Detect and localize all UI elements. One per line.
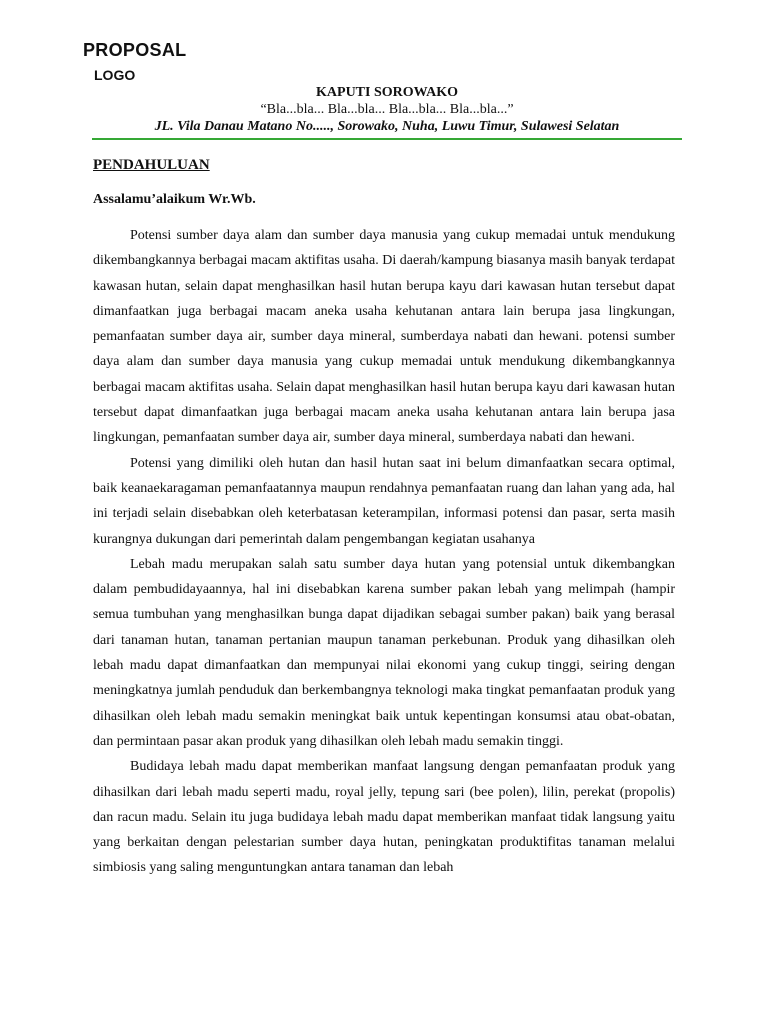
section-heading: PENDAHULUAN [93, 157, 210, 173]
logo-placeholder: LOGO [94, 67, 136, 83]
paragraph: Potensi yang dimiliki oleh hutan dan hasil hutan saat ini belum dimanfaatkan secara optimal, baik keanaekaragaman pemanfaatannya maupun rendahnya pemanfaatan ruang dan lahan yang ada, hal ini terjadi selain disebabkan oleh keterbatasan keterampilan, informasi potensi dan pasar, serta masih kurangnya dukungan dari pemerintah dalam pengembangan kegiatan usahanya [93, 455, 675, 547]
tagline: “Bla...bla... Bla...bla... Bla...bla... Bla...bla...” [260, 102, 514, 117]
proposal-label: PROPOSAL [83, 40, 187, 60]
paragraph: Lebah madu merupakan salah satu sumber daya hutan yang potensial untuk dikembangkan dalam pembudidayaannya, hal ini disebabkan karena sumber pakan lebah yang melimpah (hampir semua tumbuhan yang menghasilkan bunga dapat dijadikan sebagai sumber pakan) baik yang berasal dari tanaman hutan, tanaman pertanian maupun tanaman perkebunan. Produk yang dihasilkan oleh lebah madu dapat dimanfaatkan dan mempunyai nilai ekonomi yang cukup tinggi, seiring dengan meningkatnya jumlah penduduk dan berkembangnya teknologi maka tingkat pemanfaatan produk yang dihasilkan oleh lebah madu semakin meningkat baik untuk kepentingan konsumsi atau obat-obatan, dan permintaan pasar akan produk yang dihasilkan oleh lebah madu semakin tinggi. [93, 556, 675, 749]
organization-name: KAPUTI SOROWAKO [316, 85, 458, 100]
greeting: Assalamu’alaikum Wr.Wb. [93, 192, 256, 207]
letterhead [92, 84, 682, 136]
body-text [93, 223, 675, 881]
letterhead-divider [92, 138, 682, 140]
address-line: JL. Vila Danau Matano No....., Sorowako, Nuha, Luwu Timur, Sulawesi Selatan [154, 119, 620, 134]
paragraph: Potensi sumber daya alam dan sumber daya manusia yang cukup memadai untuk mendukung dikembangkannya berbagai macam aktifitas usaha. Di daerah/kampung biasanya masih banyak terdapat kawasan hutan, selain dapat menghasilkan hasil hutan berupa kayu dari kawasan hutan tersebut dapat dimanfaatkan juga berbagai macam aneka usaha kehutanan antara lain berupa jasa lingkungan, pemanfaatan sumber daya air, sumber daya mineral, sumberdaya nabati dan hewani. potensi sumber daya alam dan sumber daya manusia yang cukup memadai untuk mendukung dikembangkannya berbagai macam aktifitas usaha. Selain dapat menghasilkan hasil hutan berupa kayu dari kawasan hutan tersebut dapat dimanfaatkan juga berbagai macam aneka usaha kehutanan antara lain berupa jasa lingkungan, pemanfaatan sumber daya air, sumber daya mineral, sumberdaya nabati dan hewani. [93, 228, 675, 446]
paragraph: Budidaya lebah madu dapat memberikan manfaat langsung dengan pemanfaatan produk yang dihasilkan dari lebah madu seperti madu, royal jelly, tepung sari (bee polen), lilin, perekat (propolis) dan racun madu. Selain itu juga budidaya lebah madu dapat memberikan manfaat tidak langsung yaitu yang berkaitan dengan pelestarian sumber daya hutan, peningkatan produktifitas tanaman melalui simbiosis yang saling menguntungkan antara tanaman dan lebah [93, 759, 675, 876]
